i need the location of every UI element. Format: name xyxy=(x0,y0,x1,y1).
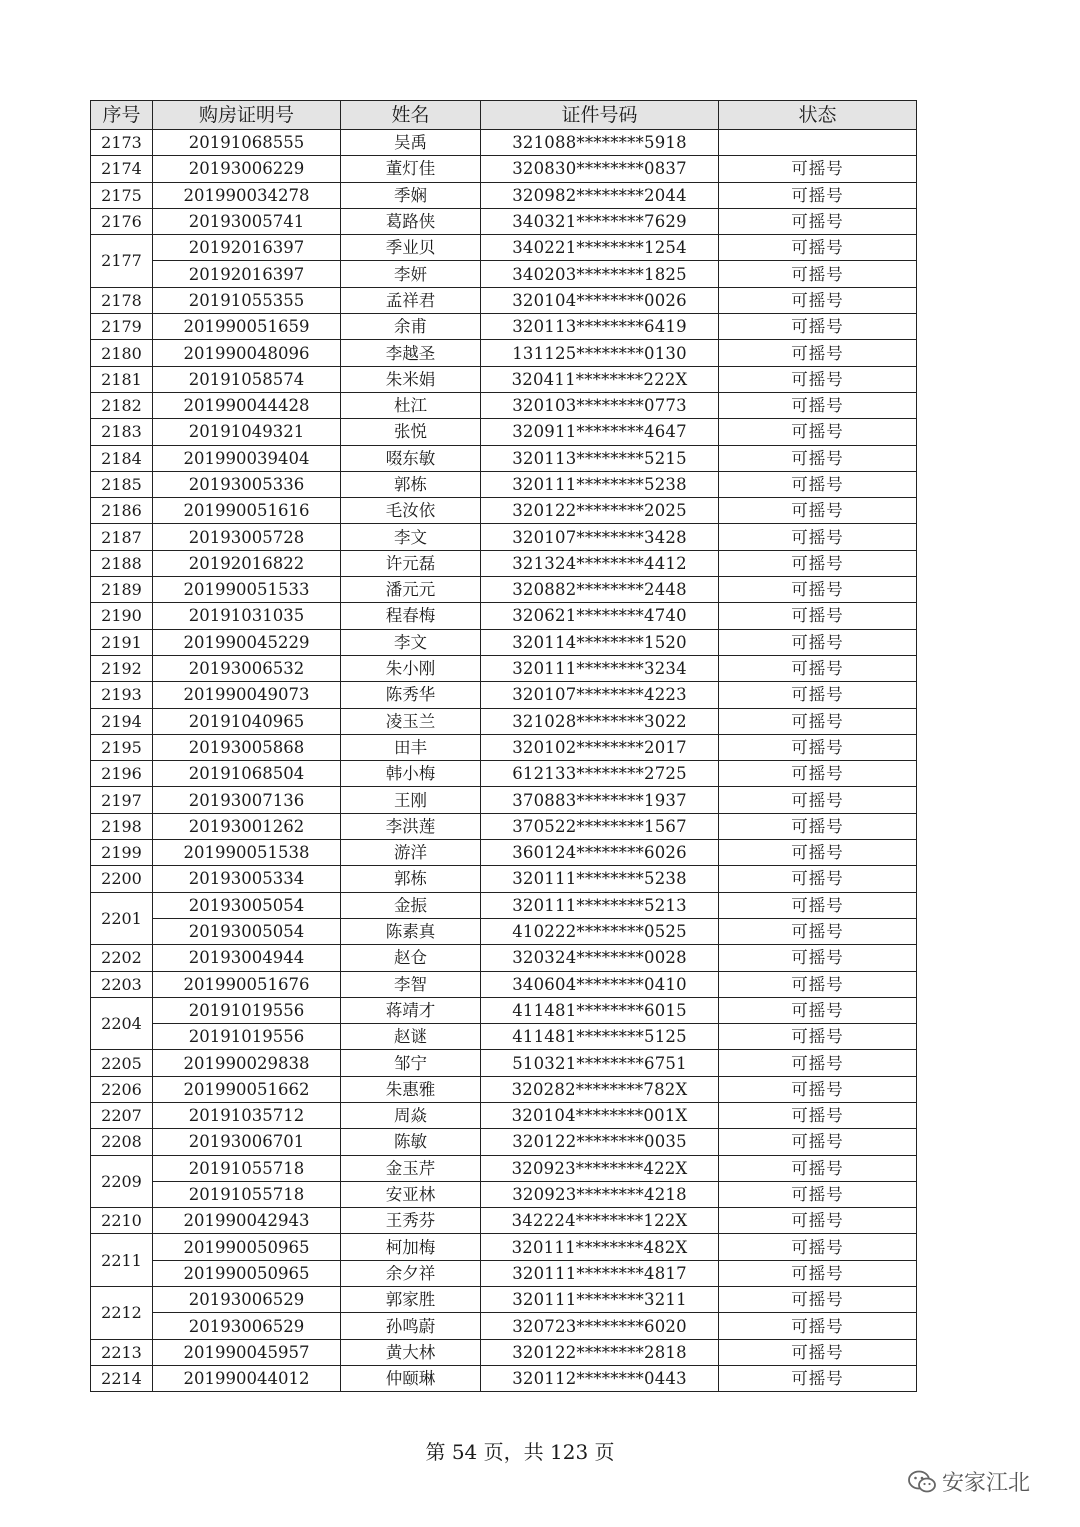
cell-name: 周焱 xyxy=(341,1102,481,1128)
cell-id: 320107********3428 xyxy=(481,524,719,550)
cell-name: 葛路侠 xyxy=(341,208,481,234)
cell-status: 可摇号 xyxy=(719,445,917,471)
cell-seq: 2209 xyxy=(91,1155,153,1208)
cell-name: 季业贝 xyxy=(341,235,481,261)
cell-seq: 2205 xyxy=(91,1050,153,1076)
cell-status: 可摇号 xyxy=(719,682,917,708)
cell-status: 可摇号 xyxy=(719,1024,917,1050)
cell-seq: 2186 xyxy=(91,498,153,524)
cell-cert: 20193004944 xyxy=(153,945,341,971)
cell-seq: 2182 xyxy=(91,392,153,418)
cell-name: 季娴 xyxy=(341,182,481,208)
cell-id: 320111********5213 xyxy=(481,892,719,918)
cell-cert: 20191031035 xyxy=(153,603,341,629)
table-row xyxy=(91,945,917,971)
cell-name: 游洋 xyxy=(341,840,481,866)
cell-id: 340203********1825 xyxy=(481,261,719,287)
cell-seq: 2197 xyxy=(91,787,153,813)
cell-cert: 20191055718 xyxy=(153,1155,341,1181)
page-number: 第 54 页，共 123 页 xyxy=(425,1440,615,1464)
cell-id: 410222********0525 xyxy=(481,918,719,944)
cell-status: 可摇号 xyxy=(719,918,917,944)
table-row xyxy=(91,340,917,366)
table-row xyxy=(91,840,917,866)
cell-seq: 2177 xyxy=(91,235,153,288)
cell-cert: 20191058574 xyxy=(153,366,341,392)
cell-cert: 20192016397 xyxy=(153,235,341,261)
cell-seq: 2178 xyxy=(91,287,153,313)
cell-name: 余夕祥 xyxy=(341,1260,481,1286)
table-row xyxy=(91,813,917,839)
cell-id: 320830********0837 xyxy=(481,156,719,182)
cell-status: 可摇号 xyxy=(719,1076,917,1102)
cell-seq: 2199 xyxy=(91,840,153,866)
header-status: 状态 xyxy=(719,101,917,130)
cell-id: 320102********2017 xyxy=(481,734,719,760)
cell-cert: 20193001262 xyxy=(153,813,341,839)
cell-cert: 201990051659 xyxy=(153,314,341,340)
cell-status: 可摇号 xyxy=(719,1050,917,1076)
cell-status: 可摇号 xyxy=(719,787,917,813)
cell-seq: 2203 xyxy=(91,971,153,997)
cell-seq: 2206 xyxy=(91,1076,153,1102)
cell-id: 320923********4218 xyxy=(481,1181,719,1207)
cell-id: 320104********001X xyxy=(481,1102,719,1128)
cell-name: 朱惠雅 xyxy=(341,1076,481,1102)
table-row xyxy=(91,287,917,313)
table-row xyxy=(91,1365,917,1391)
cell-status: 可摇号 xyxy=(719,997,917,1023)
cell-seq: 2194 xyxy=(91,708,153,734)
cell-name: 柯加梅 xyxy=(341,1234,481,1260)
cell-cert: 20193005868 xyxy=(153,734,341,760)
table-row xyxy=(91,1076,917,1102)
cell-seq: 2179 xyxy=(91,314,153,340)
table-row xyxy=(91,471,917,497)
cell-seq: 2200 xyxy=(91,866,153,892)
cell-id: 320111********3211 xyxy=(481,1287,719,1313)
table-row xyxy=(91,734,917,760)
cell-cert: 20193005054 xyxy=(153,892,341,918)
cell-name: 毛汝依 xyxy=(341,498,481,524)
cell-id: 411481********6015 xyxy=(481,997,719,1023)
cell-seq: 2193 xyxy=(91,682,153,708)
cell-id: 340221********1254 xyxy=(481,235,719,261)
table-row xyxy=(91,261,917,287)
header-id: 证件号码 xyxy=(481,101,719,130)
cell-name: 孟祥君 xyxy=(341,287,481,313)
cell-name: 杜江 xyxy=(341,392,481,418)
cell-cert: 20193005741 xyxy=(153,208,341,234)
cell-status: 可摇号 xyxy=(719,498,917,524)
cell-seq: 2212 xyxy=(91,1287,153,1340)
cell-name: 韩小梅 xyxy=(341,761,481,787)
cell-seq: 2173 xyxy=(91,130,153,156)
cell-status: 可摇号 xyxy=(719,208,917,234)
cell-cert: 201990029838 xyxy=(153,1050,341,1076)
header-cert: 购房证明号 xyxy=(153,101,341,130)
table-row xyxy=(91,366,917,392)
table-row xyxy=(91,445,917,471)
cell-status: 可摇号 xyxy=(719,1181,917,1207)
cell-id: 320411********222X xyxy=(481,366,719,392)
cell-seq: 2211 xyxy=(91,1234,153,1287)
cell-cert: 201990042943 xyxy=(153,1208,341,1234)
cell-status: 可摇号 xyxy=(719,1129,917,1155)
cell-name: 许元磊 xyxy=(341,550,481,576)
cell-id: 320104********0026 xyxy=(481,287,719,313)
cell-cert: 201990048096 xyxy=(153,340,341,366)
cell-name: 邹宁 xyxy=(341,1050,481,1076)
cell-status: 可摇号 xyxy=(719,866,917,892)
cell-name: 仲颐琳 xyxy=(341,1365,481,1391)
cell-id: 320324********0028 xyxy=(481,945,719,971)
cell-cert: 201990045957 xyxy=(153,1339,341,1365)
cell-cert: 201990044012 xyxy=(153,1365,341,1391)
cell-name: 赵谜 xyxy=(341,1024,481,1050)
cell-id: 320122********0035 xyxy=(481,1129,719,1155)
cell-cert: 201990051676 xyxy=(153,971,341,997)
cell-id: 340604********0410 xyxy=(481,971,719,997)
cell-id: 612133********2725 xyxy=(481,761,719,787)
cell-status: 可摇号 xyxy=(719,1260,917,1286)
table-row xyxy=(91,314,917,340)
cell-id: 320113********5215 xyxy=(481,445,719,471)
cell-cert: 20192016822 xyxy=(153,550,341,576)
table-row xyxy=(91,182,917,208)
cell-seq: 2196 xyxy=(91,761,153,787)
cell-seq: 2176 xyxy=(91,208,153,234)
cell-status: 可摇号 xyxy=(719,761,917,787)
cell-status: 可摇号 xyxy=(719,603,917,629)
cell-name: 吴禹 xyxy=(341,130,481,156)
cell-id: 411481********5125 xyxy=(481,1024,719,1050)
cell-id: 320111********5238 xyxy=(481,866,719,892)
cell-seq: 2210 xyxy=(91,1208,153,1234)
cell-status: 可摇号 xyxy=(719,655,917,681)
cell-name: 王秀芬 xyxy=(341,1208,481,1234)
cell-name: 赵仓 xyxy=(341,945,481,971)
table-row xyxy=(91,1024,917,1050)
cell-id: 320107********4223 xyxy=(481,682,719,708)
cell-status: 可摇号 xyxy=(719,156,917,182)
cell-cert: 201990045229 xyxy=(153,629,341,655)
cell-status: 可摇号 xyxy=(719,1313,917,1339)
cell-seq: 2180 xyxy=(91,340,153,366)
cell-id: 320621********4740 xyxy=(481,603,719,629)
table-row xyxy=(91,1102,917,1128)
cell-status: 可摇号 xyxy=(719,1365,917,1391)
table-row xyxy=(91,392,917,418)
cell-status: 可摇号 xyxy=(719,340,917,366)
cell-id: 360124********6026 xyxy=(481,840,719,866)
cell-id: 510321********6751 xyxy=(481,1050,719,1076)
table-row xyxy=(91,550,917,576)
table-row xyxy=(91,1050,917,1076)
cell-status: 可摇号 xyxy=(719,550,917,576)
cell-cert: 20191055718 xyxy=(153,1181,341,1207)
table-row xyxy=(91,1181,917,1207)
cell-cert: 20193005334 xyxy=(153,866,341,892)
table-row xyxy=(91,682,917,708)
cell-cert: 20191019556 xyxy=(153,1024,341,1050)
cell-name: 黄大林 xyxy=(341,1339,481,1365)
cell-name: 王刚 xyxy=(341,787,481,813)
cell-cert: 20193006529 xyxy=(153,1287,341,1313)
cell-id: 320111********4817 xyxy=(481,1260,719,1286)
cell-name: 李妍 xyxy=(341,261,481,287)
cell-cert: 20193005054 xyxy=(153,918,341,944)
cell-cert: 201990039404 xyxy=(153,445,341,471)
cell-cert: 201990051533 xyxy=(153,577,341,603)
table-row xyxy=(91,1234,917,1260)
cell-cert: 20193006701 xyxy=(153,1129,341,1155)
cell-name: 陈敏 xyxy=(341,1129,481,1155)
cell-id: 340321********7629 xyxy=(481,208,719,234)
table-row xyxy=(91,156,917,182)
cell-cert: 20192016397 xyxy=(153,261,341,287)
cell-status: 可摇号 xyxy=(719,1208,917,1234)
cell-cert: 201990049073 xyxy=(153,682,341,708)
table-row xyxy=(91,918,917,944)
cell-cert: 20193006529 xyxy=(153,1313,341,1339)
cell-cert: 20193007136 xyxy=(153,787,341,813)
cell-name: 啜东敏 xyxy=(341,445,481,471)
cell-name: 潘元元 xyxy=(341,577,481,603)
cell-name: 李文 xyxy=(341,629,481,655)
cell-id: 320882********2448 xyxy=(481,577,719,603)
table-row xyxy=(91,235,917,261)
cell-name: 田丰 xyxy=(341,734,481,760)
table-row xyxy=(91,761,917,787)
table-row xyxy=(91,1129,917,1155)
cell-seq: 2214 xyxy=(91,1365,153,1391)
table-row xyxy=(91,787,917,813)
cell-id: 321324********4412 xyxy=(481,550,719,576)
cell-seq: 2190 xyxy=(91,603,153,629)
cell-status: 可摇号 xyxy=(719,524,917,550)
table-row xyxy=(91,971,917,997)
table-row xyxy=(91,1313,917,1339)
cell-status: 可摇号 xyxy=(719,392,917,418)
table-row xyxy=(91,708,917,734)
cell-name: 郭家胜 xyxy=(341,1287,481,1313)
cell-cert: 20191040965 xyxy=(153,708,341,734)
cell-name: 安亚林 xyxy=(341,1181,481,1207)
cell-name: 郭栋 xyxy=(341,471,481,497)
cell-id: 342224********122X xyxy=(481,1208,719,1234)
cell-status: 可摇号 xyxy=(719,945,917,971)
cell-seq: 2195 xyxy=(91,734,153,760)
cell-cert: 20191049321 xyxy=(153,419,341,445)
cell-status: 可摇号 xyxy=(719,1339,917,1365)
cell-status: 可摇号 xyxy=(719,366,917,392)
cell-seq: 2189 xyxy=(91,577,153,603)
cell-name: 郭栋 xyxy=(341,866,481,892)
table-row xyxy=(91,1287,917,1313)
cell-name: 金玉芹 xyxy=(341,1155,481,1181)
table-row xyxy=(91,655,917,681)
table-row xyxy=(91,1260,917,1286)
cell-cert: 20191035712 xyxy=(153,1102,341,1128)
cell-seq: 2181 xyxy=(91,366,153,392)
cell-status: 可摇号 xyxy=(719,235,917,261)
cell-id: 320112********0443 xyxy=(481,1365,719,1391)
table-header-row xyxy=(91,101,917,130)
cell-status: 可摇号 xyxy=(719,287,917,313)
cell-id: 320122********2818 xyxy=(481,1339,719,1365)
cell-cert: 20193005728 xyxy=(153,524,341,550)
cell-seq: 2207 xyxy=(91,1102,153,1128)
cell-status: 可摇号 xyxy=(719,471,917,497)
cell-status: 可摇号 xyxy=(719,182,917,208)
cell-seq: 2183 xyxy=(91,419,153,445)
cell-status: 可摇号 xyxy=(719,734,917,760)
cell-name: 张悦 xyxy=(341,419,481,445)
cell-name: 李洪莲 xyxy=(341,813,481,839)
table-row xyxy=(91,419,917,445)
cell-name: 凌玉兰 xyxy=(341,708,481,734)
cell-cert: 201990050965 xyxy=(153,1234,341,1260)
cell-name: 李文 xyxy=(341,524,481,550)
cell-status: 可摇号 xyxy=(719,971,917,997)
table-row xyxy=(91,1155,917,1181)
cell-cert: 20193006532 xyxy=(153,655,341,681)
cell-seq: 2191 xyxy=(91,629,153,655)
cell-status: 可摇号 xyxy=(719,314,917,340)
watermark-text: 安家江北 xyxy=(942,1471,1031,1496)
cell-status: 可摇号 xyxy=(719,1287,917,1313)
cell-name: 孙鸣蔚 xyxy=(341,1313,481,1339)
cell-cert: 20193005336 xyxy=(153,471,341,497)
cell-seq: 2185 xyxy=(91,471,153,497)
table-row xyxy=(91,208,917,234)
cell-seq: 2201 xyxy=(91,892,153,945)
table-row xyxy=(91,629,917,655)
cell-name: 董灯佳 xyxy=(341,156,481,182)
watermark xyxy=(908,1466,1030,1497)
cell-id: 321088********5918 xyxy=(481,130,719,156)
table-row xyxy=(91,524,917,550)
cell-status: 可摇号 xyxy=(719,1234,917,1260)
cell-seq: 2188 xyxy=(91,550,153,576)
cell-seq: 2187 xyxy=(91,524,153,550)
cell-seq: 2202 xyxy=(91,945,153,971)
wechat-icon xyxy=(908,1470,936,1494)
cell-seq: 2204 xyxy=(91,997,153,1050)
table-row xyxy=(91,603,917,629)
cell-cert: 201990051538 xyxy=(153,840,341,866)
table-row xyxy=(91,892,917,918)
table-row xyxy=(91,1339,917,1365)
cell-cert: 20193006229 xyxy=(153,156,341,182)
cell-seq: 2175 xyxy=(91,182,153,208)
cell-seq: 2198 xyxy=(91,813,153,839)
cell-id: 131125********0130 xyxy=(481,340,719,366)
cell-id: 320122********2025 xyxy=(481,498,719,524)
cell-id: 320982********2044 xyxy=(481,182,719,208)
cell-name: 蒋靖才 xyxy=(341,997,481,1023)
cell-id: 320111********482X xyxy=(481,1234,719,1260)
cell-status xyxy=(719,130,917,156)
cell-cert: 20191019556 xyxy=(153,997,341,1023)
cell-name: 朱米娟 xyxy=(341,366,481,392)
cell-id: 320111********5238 xyxy=(481,471,719,497)
table-row xyxy=(91,130,917,156)
lottery-eligibility-table xyxy=(90,100,917,1392)
cell-seq: 2208 xyxy=(91,1129,153,1155)
cell-status: 可摇号 xyxy=(719,840,917,866)
cell-status: 可摇号 xyxy=(719,813,917,839)
cell-cert: 201990051662 xyxy=(153,1076,341,1102)
cell-id: 370522********1567 xyxy=(481,813,719,839)
cell-status: 可摇号 xyxy=(719,1102,917,1128)
table-row xyxy=(91,866,917,892)
lottery-table-container xyxy=(90,100,916,1392)
cell-name: 李智 xyxy=(341,971,481,997)
cell-cert: 20191068555 xyxy=(153,130,341,156)
table-row xyxy=(91,498,917,524)
cell-name: 程春梅 xyxy=(341,603,481,629)
cell-seq: 2184 xyxy=(91,445,153,471)
cell-status: 可摇号 xyxy=(719,577,917,603)
cell-cert: 201990050965 xyxy=(153,1260,341,1286)
header-seq: 序号 xyxy=(91,101,153,130)
cell-cert: 20191055355 xyxy=(153,287,341,313)
cell-cert: 201990034278 xyxy=(153,182,341,208)
cell-id: 320114********1520 xyxy=(481,629,719,655)
cell-seq: 2192 xyxy=(91,655,153,681)
cell-cert: 201990044428 xyxy=(153,392,341,418)
table-row xyxy=(91,997,917,1023)
cell-seq: 2174 xyxy=(91,156,153,182)
cell-id: 320923********422X xyxy=(481,1155,719,1181)
table-row xyxy=(91,1208,917,1234)
cell-name: 朱小刚 xyxy=(341,655,481,681)
table-row xyxy=(91,577,917,603)
header-name: 姓名 xyxy=(341,101,481,130)
cell-id: 320111********3234 xyxy=(481,655,719,681)
cell-status: 可摇号 xyxy=(719,419,917,445)
cell-id: 320282********782X xyxy=(481,1076,719,1102)
cell-name: 余甫 xyxy=(341,314,481,340)
cell-status: 可摇号 xyxy=(719,261,917,287)
cell-name: 李越圣 xyxy=(341,340,481,366)
cell-id: 320103********0773 xyxy=(481,392,719,418)
cell-id: 320113********6419 xyxy=(481,314,719,340)
cell-id: 320911********4647 xyxy=(481,419,719,445)
cell-id: 321028********3022 xyxy=(481,708,719,734)
cell-id: 370883********1937 xyxy=(481,787,719,813)
cell-id: 320723********6020 xyxy=(481,1313,719,1339)
table-body xyxy=(91,130,917,1392)
cell-name: 陈素真 xyxy=(341,918,481,944)
cell-status: 可摇号 xyxy=(719,892,917,918)
cell-status: 可摇号 xyxy=(719,1155,917,1181)
cell-name: 金振 xyxy=(341,892,481,918)
cell-seq: 2213 xyxy=(91,1339,153,1365)
cell-cert: 201990051616 xyxy=(153,498,341,524)
cell-status: 可摇号 xyxy=(719,629,917,655)
cell-cert: 20191068504 xyxy=(153,761,341,787)
cell-name: 陈秀华 xyxy=(341,682,481,708)
cell-status: 可摇号 xyxy=(719,708,917,734)
